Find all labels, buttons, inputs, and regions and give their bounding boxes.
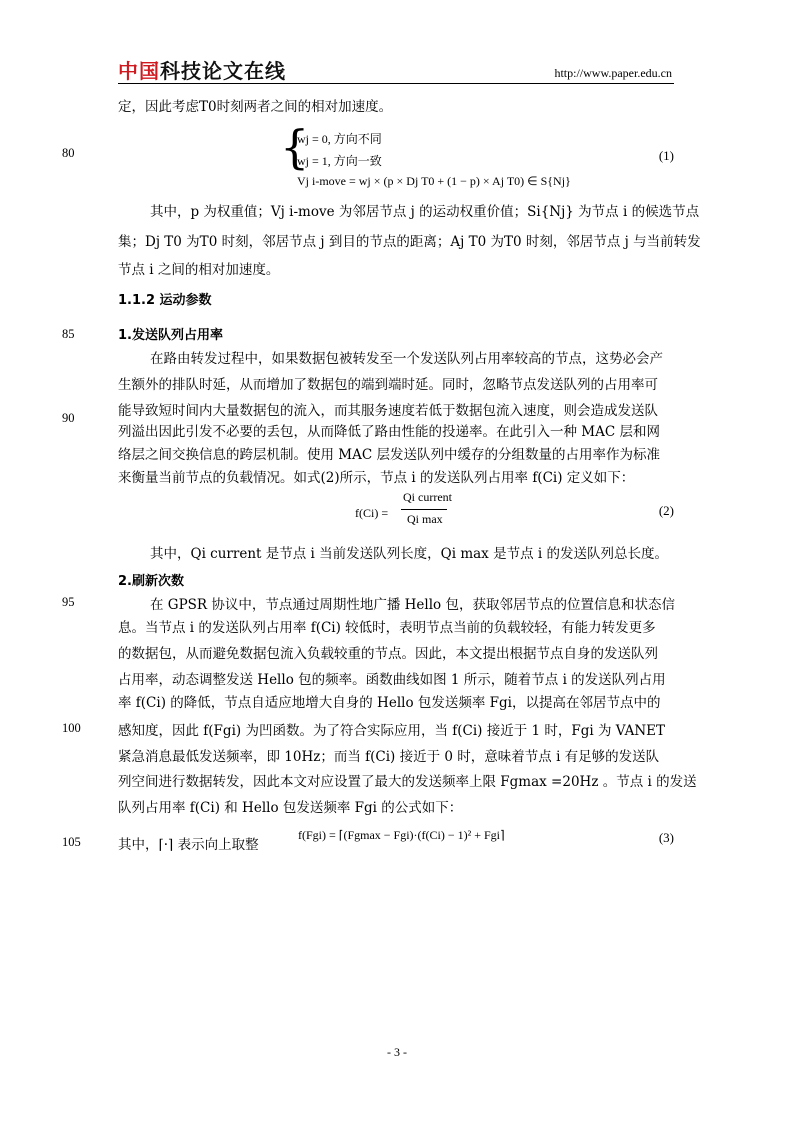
subsection-heading: 1.1.2 运动参数: [118, 293, 212, 308]
equation-number: (3): [658, 830, 674, 845]
paragraph-line: 感知度，因此 f(Fgi) 为凹函数。为了符合实际应用，当 f(Ci) 接近于 1 时，Fgi 为 VANET: [118, 723, 666, 739]
paragraph-line: 在路由转发过程中，如果数据包被转发至一个发送队列占用率较高的节点，这势必会产: [150, 351, 663, 367]
line-number: 90: [62, 411, 75, 425]
paragraph-line: 紧急消息最低发送频率，即 10Hz；而当 f(Ci) 接近于 0 时，意味着节点 i 有足够的发送队: [118, 749, 660, 765]
paragraph-line: 列空间进行数据转发，因此本文对应设置了最大的发送频率上限 Fgmax =20Hz 。节点 i 的发送: [118, 774, 697, 790]
header-url[interactable]: http://www.paper.edu.cn: [554, 66, 672, 80]
paragraph-line: 占用率，动态调整发送 Hello 包的频率。函数曲线如图 1 所示，随着节点 i 的发送队列占用: [118, 672, 666, 688]
paragraph-last: 其中，⌈·⌉ 表示向上取整: [118, 837, 259, 853]
paragraph-where-1: 节点 i 之间的相对加速度。: [118, 262, 280, 278]
paragraph-where-2: 其中，Qi current 是节点 i 当前发送队列长度，Qi max 是节点 i 的发送队列总长度。: [150, 546, 668, 562]
paragraph-line: 生额外的排队时延，从而增加了数据包的端到端时延。同时，忽略节点发送队列的占用率可: [118, 377, 658, 393]
line-number: 100: [62, 721, 81, 735]
subsubsection-heading: 2.刷新次数: [118, 574, 184, 589]
subsubsection-heading: 1.发送队列占用率: [118, 328, 223, 343]
equation-number: (2): [658, 503, 674, 518]
journal-logo: 中国科技论文在线: [118, 59, 286, 83]
equation-number: (1): [658, 148, 674, 163]
paragraph-where-1: 集；Dj T0 为T0 时刻，邻居节点 j 到目的节点的距离；Aj T0 为T0 时刻，邻居节点 j 与当前转发: [118, 234, 701, 250]
line-number: 80: [62, 146, 75, 160]
paragraph-line: 列溢出因此引发不必要的丢包，从而降低了路由性能的投递率。在此引入一种 MAC 层和网: [118, 424, 660, 440]
paragraph-line: 率 f(Ci) 的降低，节点自适应地增大自身的 Hello 包发送频率 Fgi，以提高在邻居节点中的: [118, 695, 661, 711]
paragraph-line: 在 GPSR 协议中，节点通过周期性地广播 Hello 包，获取邻居节点的位置信息和状态信: [150, 597, 675, 613]
paragraph-line: 的数据包，从而避免数据包流入负载较重的节点。因此，本文提出根据节点自身的发送队列: [118, 646, 658, 662]
line-number: 105: [62, 835, 81, 849]
paragraph-line: 息。当节点 i 的发送队列占用率 f(Ci) 较低时，表明节点当前的负载较轻，有能力转发更多: [118, 620, 656, 636]
page-number: - 3 -: [387, 1045, 407, 1059]
paragraph-line: 络层之间交换信息的跨层机制。使用 MAC 层发送队列中缓存的分组数量的占用率作为标准: [118, 447, 660, 463]
paragraph-continuation: 定，因此考虑T0时刻两者之间的相对加速度。: [118, 99, 393, 115]
paragraph-where-1: 其中，p 为权重值；Vj i-move 为邻居节点 j 的运动权重价值；Si{Nj} 为节点 i 的候选节点: [150, 204, 700, 220]
paragraph-line: 来衡量当前节点的负载情况。如式(2)所示，节点 i 的发送队列占用率 f(Ci) 定义如下：: [118, 470, 635, 486]
header-rule: [118, 83, 674, 84]
line-number: 95: [62, 595, 75, 609]
line-number: 85: [62, 327, 75, 341]
paragraph-line: 队列占用率 f(Ci) 和 Hello 包发送频率 Fgi 的公式如下：: [118, 800, 463, 816]
paragraph-line: 能导致短时间内大量数据包的流入，而其服务速度若低于数据包流入速度，则会造成发送队: [118, 403, 658, 419]
equation-3: f(Fgi) = ⌈(Fgmax − Fgi)·(f(Ci) − 1)² + Fgi⌉: [298, 828, 505, 842]
